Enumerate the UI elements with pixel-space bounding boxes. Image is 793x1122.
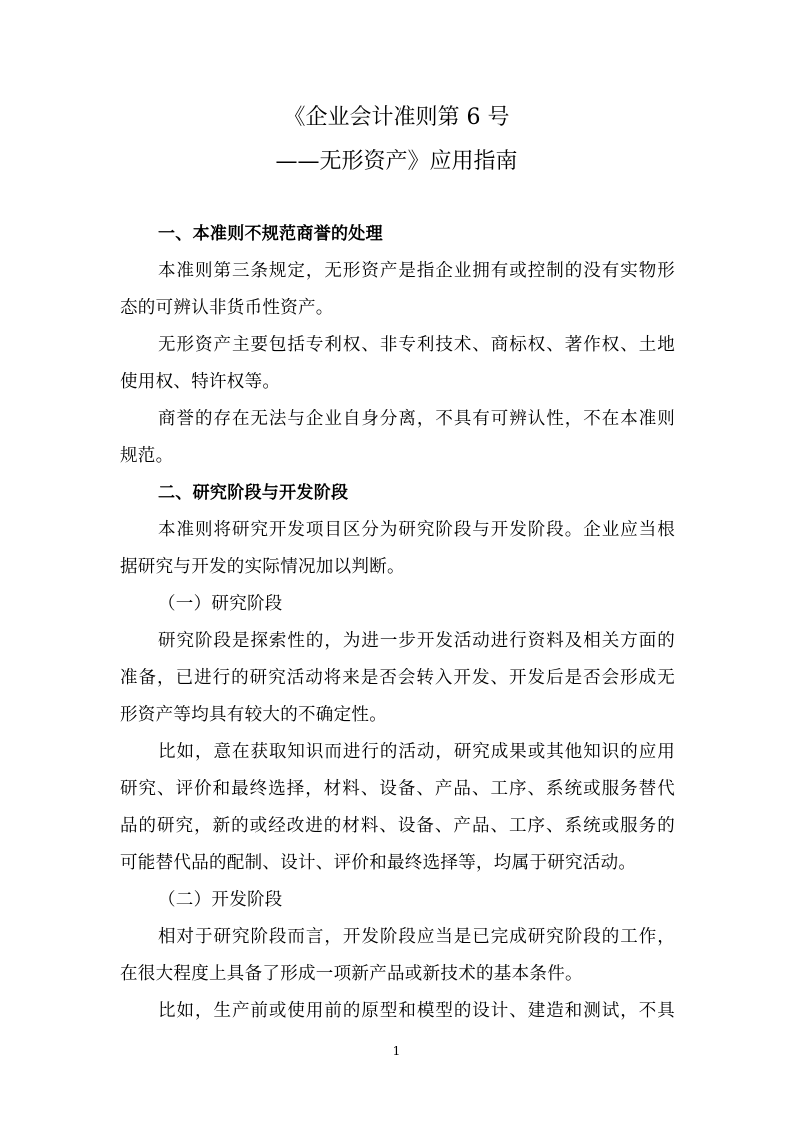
paragraph-line: 比如，意在获取知识而进行的活动，研究成果或其他知识的应用 xyxy=(158,742,675,762)
paragraph-line: 据研究与开发的实际情况加以判断。 xyxy=(120,557,405,577)
paragraph-line: 本准则第三条规定，无形资产是指企业拥有或控制的没有实物形 xyxy=(158,261,675,281)
paragraph-line: 研究、评价和最终选择，材料、设备、产品、工序、系统或服务替代 xyxy=(120,779,675,799)
paragraph-line: 可能替代品的配制、设计、评价和最终选择等，均属于研究活动。 xyxy=(120,853,637,873)
paragraph-line: 研究阶段是探索性的，为进一步开发活动进行资料及相关方面的 xyxy=(158,631,675,651)
paragraph-line: 在很大程度上具备了形成一项新产品或新技术的基本条件。 xyxy=(120,964,583,984)
section-heading-1: 一、本准则不规范商誉的处理 xyxy=(158,224,383,244)
subsection-heading-2: （二）开发阶段 xyxy=(158,890,283,910)
section-heading-2: 二、研究阶段与开发阶段 xyxy=(158,483,349,503)
document-title-line-2: ——无形资产》应用指南 xyxy=(275,149,518,174)
paragraph-line: 使用权、特许权等。 xyxy=(120,372,281,392)
paragraph-line: 相对于研究阶段而言，开发阶段应当是已完成研究阶段的工作， xyxy=(158,927,675,947)
paragraph-line: 无形资产主要包括专利权、非专利技术、商标权、著作权、土地 xyxy=(158,335,675,355)
document-title-line-1: 《企业会计准则第 6 号 xyxy=(283,105,510,130)
subsection-heading-1: （一）研究阶段 xyxy=(158,594,283,614)
paragraph-line: 准备，已进行的研究活动将来是否会转入开发、开发后是否会形成无 xyxy=(120,668,675,688)
paragraph-line: 本准则将研究开发项目区分为研究阶段与开发阶段。企业应当根 xyxy=(158,520,675,540)
page-number: 1 xyxy=(392,1044,401,1058)
paragraph-line: 比如，生产前或使用前的原型和模型的设计、建造和测试，不具 xyxy=(158,1001,675,1021)
paragraph-line: 形资产等均具有较大的不确定性。 xyxy=(120,705,387,725)
paragraph-line: 商誉的存在无法与企业自身分离，不具有可辨认性，不在本准则 xyxy=(158,409,675,429)
paragraph-line: 态的可辨认非货币性资产。 xyxy=(120,298,334,318)
paragraph-line: 规范。 xyxy=(120,446,174,466)
paragraph-line: 品的研究，新的或经改进的材料、设备、产品、工序、系统或服务的 xyxy=(120,816,675,836)
